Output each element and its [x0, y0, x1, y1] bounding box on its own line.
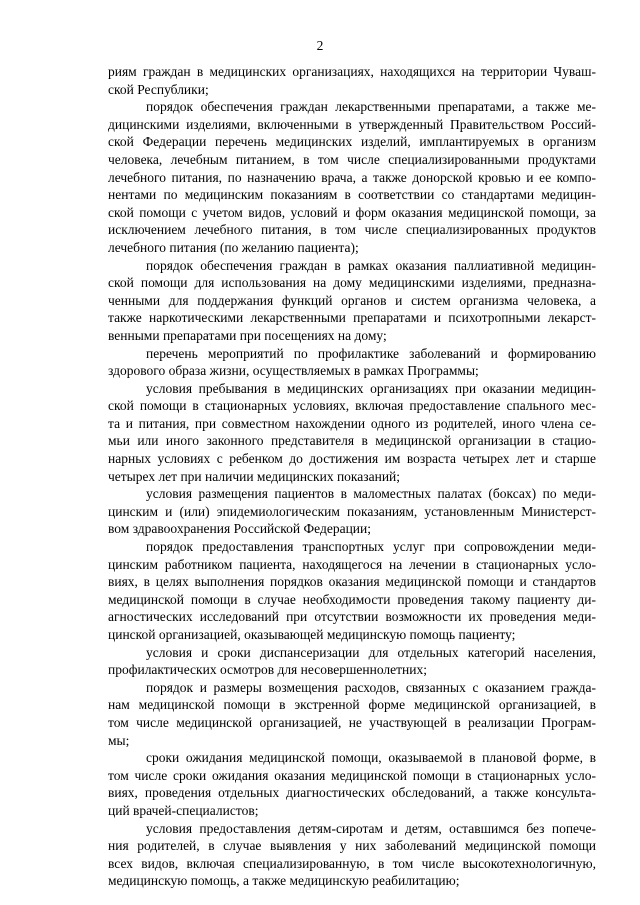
text-line: цинской организацией, оказывающей медицинскую помощь пациенту;	[108, 627, 516, 642]
text-line: человека, лечебным питанием, в том числе специализированными продуктами	[108, 151, 596, 167]
text-line: исключением лечебного питания, в том числе специализированных продуктов	[108, 222, 596, 238]
text-line: также наркотическими лекарственными препаратами и психотропными лекарст-	[108, 310, 596, 326]
text-line: порядок обеспечения граждан лекарственными препаратами, а также ме-	[146, 99, 596, 115]
text-line: том числе сроки ожидания оказания медицинской помощи в стационарных усло-	[108, 767, 596, 783]
text-line: том числе медицинской организацией, не участвующей в реализации Програм-	[108, 714, 596, 730]
text-line: порядок предоставления транспортных услуг при сопровождении меди-	[146, 539, 596, 555]
text-line: условия предоставления детям-сиротам и детям, оставшимся без попече-	[146, 820, 596, 836]
text-line: ской помощи в стационарных условиях, включая предоставление спального мес-	[108, 398, 596, 414]
text-line: цинским работником пациента, находящегося на лечении в стационарных усло-	[108, 556, 596, 572]
text-line: мьи или иного законного представителя в медицинской организации в стацио-	[108, 433, 596, 449]
paragraph	[108, 644, 596, 679]
paragraph	[108, 380, 596, 486]
text-line: риям граждан в медицинских организациях, находящихся на территории Чуваш-	[108, 64, 596, 79]
text-line: агностических исследований при отсутствии возможности их проведения меди-	[108, 609, 596, 625]
text-line: виях, в целях выполнения порядков оказания медицинской помощи и стандартов	[108, 574, 596, 590]
text-line: медицинскую помощь, а также медицинскую реабилитацию;	[108, 873, 460, 889]
text-line: ской помощи с учетом видов, условий и форм оказания медицинской помощи, за	[108, 204, 596, 220]
text-line: нарных условиях с ребенком до достижения им возраста четырех лет и старше	[108, 451, 596, 467]
text-line: виях, проведения отдельных диагностических обследований, а также консульта-	[108, 785, 596, 801]
paragraph	[108, 345, 596, 380]
text-line: лечебного питания (по желанию пациента);	[108, 239, 359, 255]
paragraph	[108, 538, 596, 644]
paragraph	[108, 749, 596, 819]
text-line: порядок обеспечения граждан в рамках оказания паллиативной медицин-	[146, 257, 596, 273]
text-line: ской Республики;	[108, 81, 209, 97]
text-line: ций врачей-специалистов;	[108, 802, 259, 818]
text-line: ченными для поддержания функций органов и систем организма человека, а	[108, 292, 596, 308]
text-line: лечебного питания, по назначению врача, а также донорской кровью и ее компо-	[108, 169, 596, 185]
paragraph	[108, 485, 596, 538]
text-line: сроки ожидания медицинской помощи, оказываемой в плановой форме, в	[146, 750, 596, 766]
text-line: четырех лет при наличии медицинских показаний;	[108, 468, 401, 484]
text-line: нентами по медицинским показаниям в соответствии со стандартами медицин-	[108, 187, 596, 203]
text-line: та и питания, при совместном нахождении одного из родителей, иного члена се-	[108, 415, 596, 431]
text-line: условия пребывания в медицинских организациях при оказании медицин-	[146, 380, 596, 396]
text-line: нам медицинской помощи в экстренной форме медицинской организацией, в	[108, 697, 596, 713]
text-line: ской Федерации перечень медицинских изделий, имплантируемых в организм	[108, 134, 596, 150]
paragraph	[108, 63, 596, 98]
text-line: венными препаратами при посещениях на дому;	[108, 327, 387, 343]
text-line: перечень мероприятий по профилактике заболеваний и формированию	[146, 345, 596, 361]
text-line: медицинской помощи в случае необходимости проведения такому пациенту ди-	[108, 591, 596, 607]
paragraph	[108, 820, 596, 890]
text-line: цинским и (или) эпидемиологическим показаниям, установленным Министерст-	[108, 503, 596, 519]
page-number: 2	[316, 38, 324, 53]
text-line: здорового образа жизни, осуществляемых в рамках Программы;	[108, 363, 479, 379]
text-line: дицинскими изделиями, включенными в утвержденный Правительством Россий-	[108, 116, 596, 132]
text-line: профилактических осмотров для несовершеннолетних;	[108, 662, 427, 678]
text-line: ния родителей, в случае выявления у них заболеваний медицинской помощи	[108, 838, 596, 854]
text-line: вом здравоохранения Российской Федерации;	[108, 521, 371, 537]
text-line: ской помощи для использования на дому медицинскими изделиями, предназна-	[108, 275, 596, 291]
text-line: мы;	[108, 732, 130, 748]
text-line: всех видов, включая специализированную, в том числе высокотехнологичную,	[108, 855, 596, 871]
paragraph	[108, 257, 596, 345]
text-line: условия и сроки диспансеризации для отдельных категорий населения,	[146, 644, 596, 660]
text-line: условия размещения пациентов в маломестных палатах (боксах) по меди-	[146, 486, 596, 502]
body-text	[108, 63, 596, 890]
text-line: порядок и размеры возмещения расходов, связанных с оказанием гражда-	[146, 679, 596, 695]
paragraph	[108, 98, 596, 256]
paragraph	[108, 679, 596, 749]
